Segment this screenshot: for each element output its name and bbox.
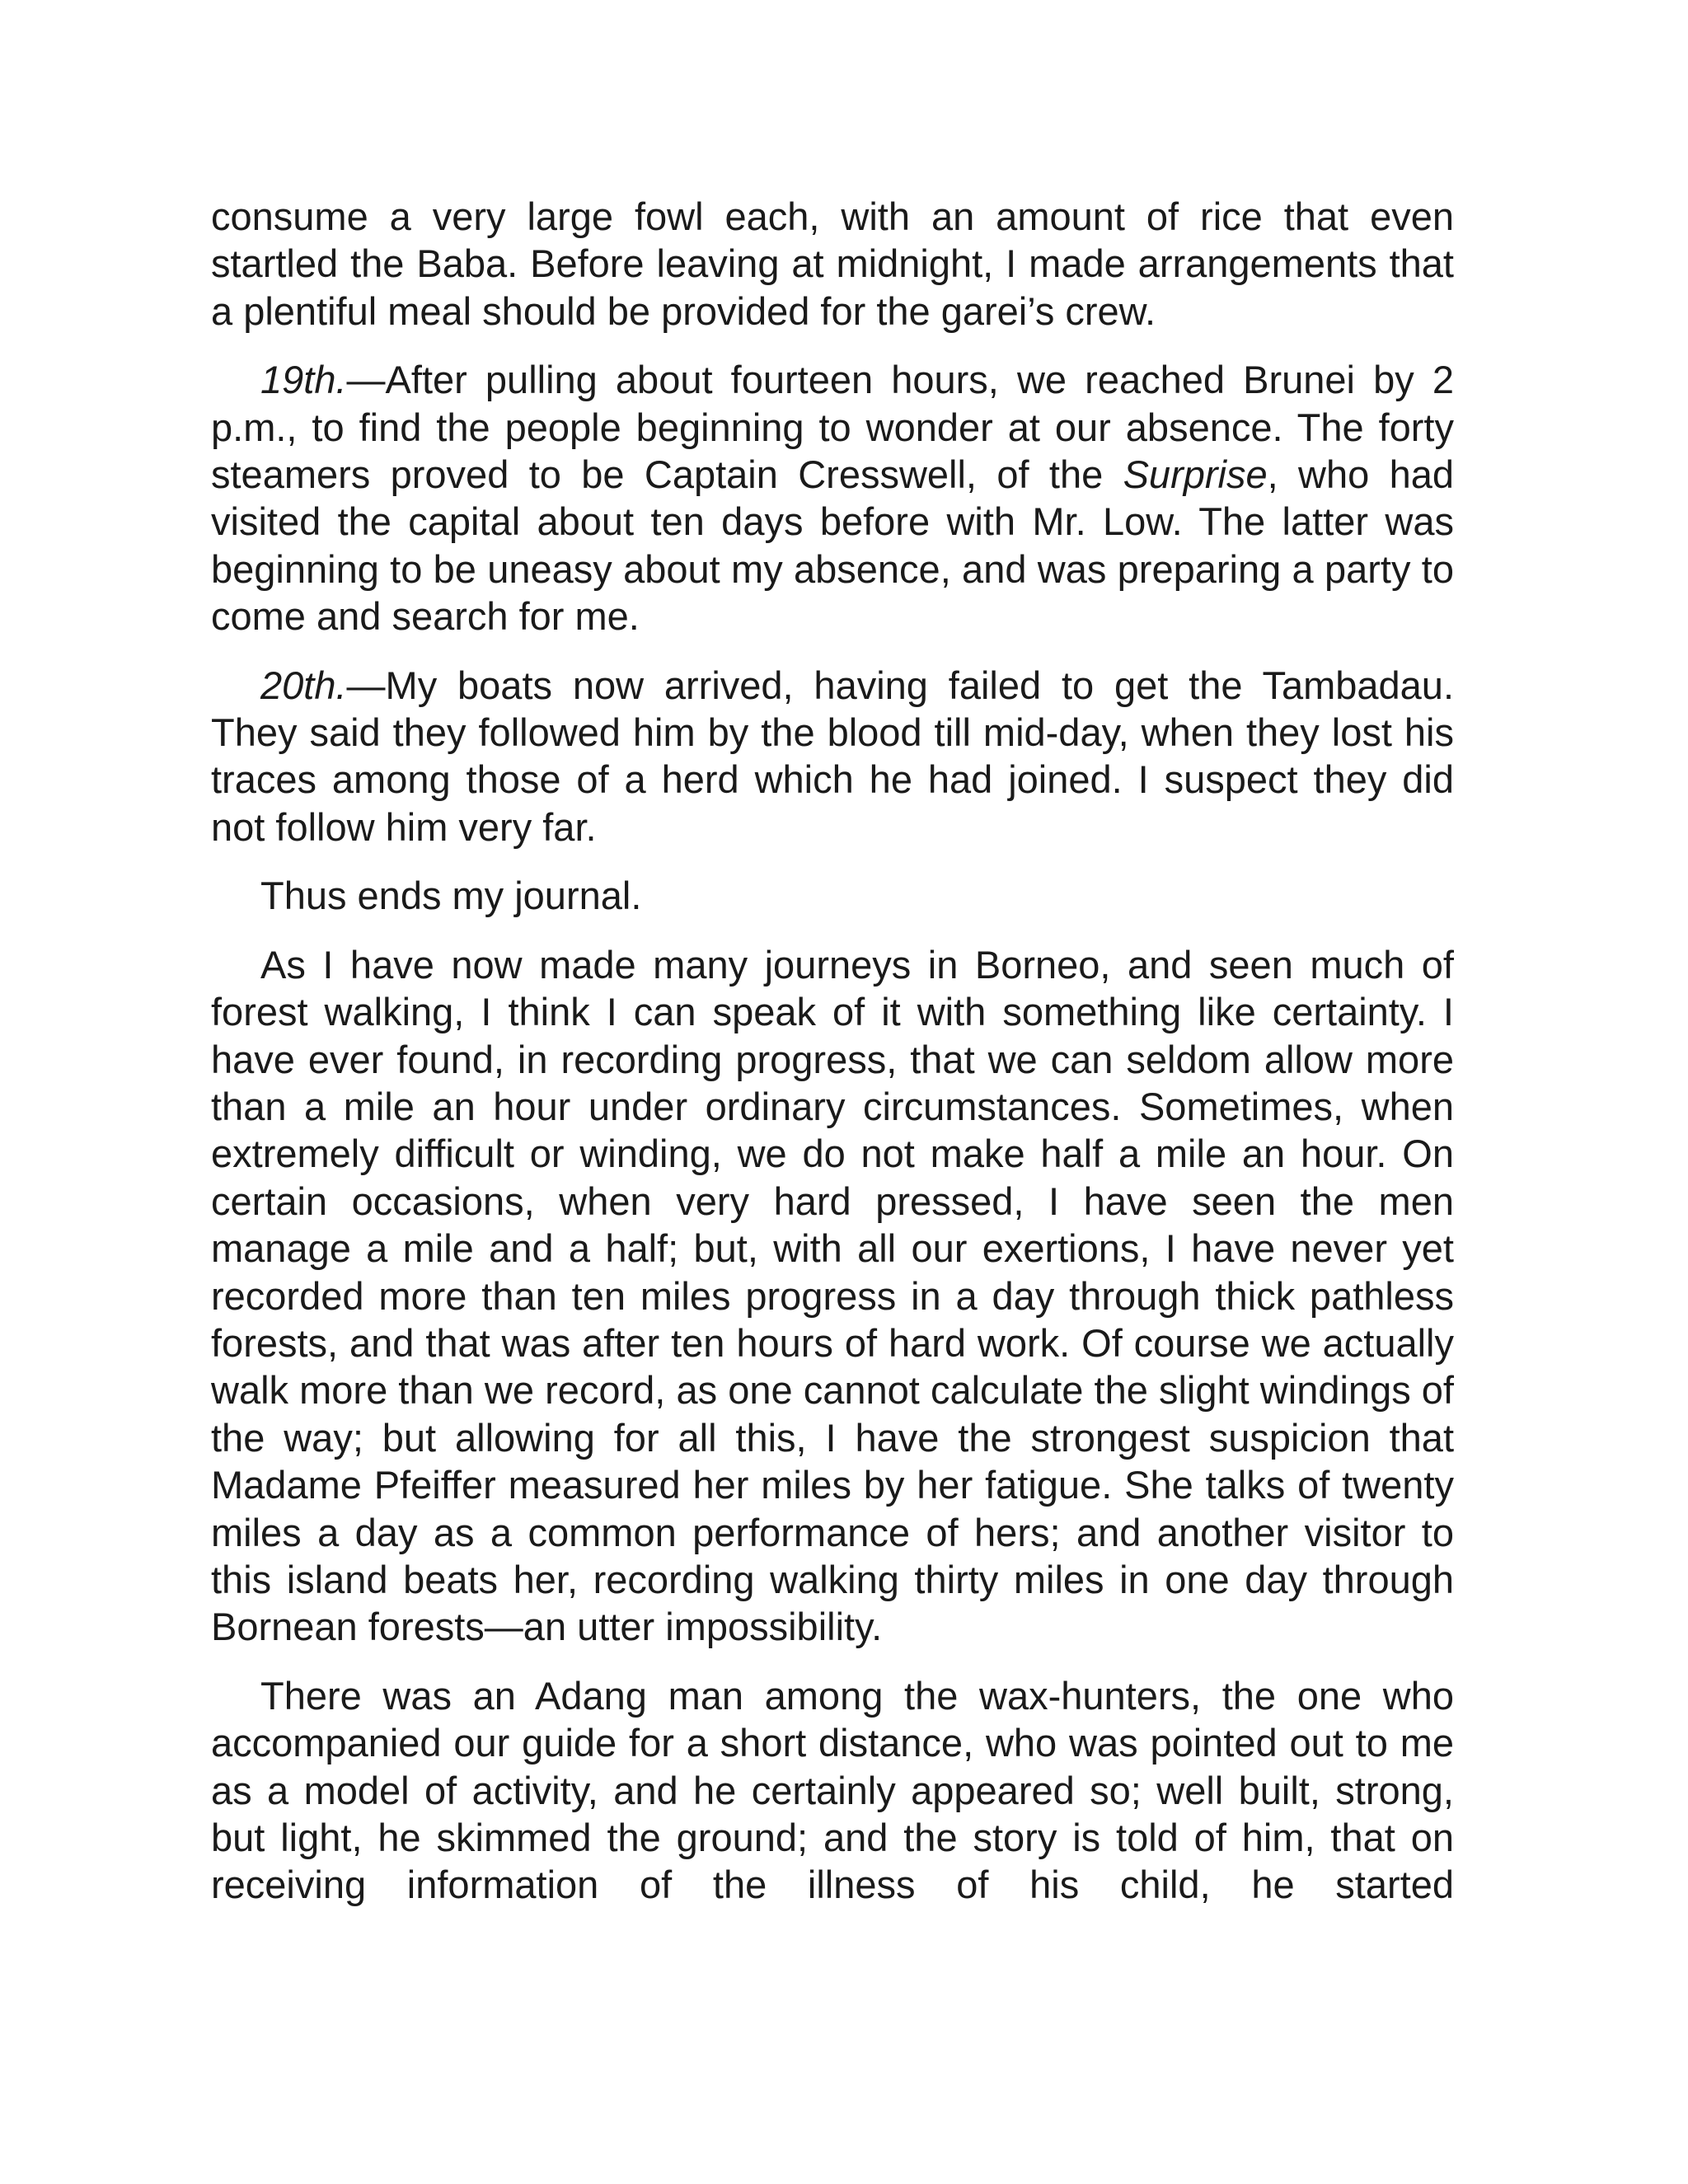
italic-text: Surprise <box>1123 452 1268 497</box>
text-run: , who had visited the capital about ten days before with Mr. Low. The latter was beginning to be uneasy about my absence, and was preparing a party to come and search for me. <box>211 452 1454 639</box>
text-run: Thus ends my journal. <box>260 874 642 918</box>
text-run: There was an Adang man among the wax-hunters, the one who accompanied our guide for a short distance, who was pointed out to me as a model of activity, and he certainly appeared so; well built, strong, but light, he skimmed the ground; and the story is told of him, that on receiving information of the illness of his child, he started <box>211 1673 1454 1907</box>
text-run: —After pulling about fourteen hours, we reached Brunei by 2 p.m., to find the people beginning to wonder at our absence. The forty steamers proved to be Captain Cresswell, of the <box>211 358 1454 497</box>
paragraph-6 <box>211 1672 1454 1909</box>
paragraph-5 <box>211 941 1454 1651</box>
paragraph-1 <box>211 193 1454 335</box>
text-run: —My boats now arrived, having failed to get the Tambadau. They said they followed him by the blood till mid-day, when they lost his traces among those of a herd which he had joined. I suspect they did not follow him very far. <box>211 663 1454 849</box>
paragraph-4 <box>211 872 1454 919</box>
italic-text: 19th. <box>260 358 347 402</box>
page-body <box>211 193 1454 1930</box>
text-run: consume a very large fowl each, with an amount of rice that even startled the Baba. Before leaving at midnight, I made arrangements that a plentiful meal should be provided for the garei’s crew. <box>211 194 1454 333</box>
italic-text: 20th. <box>260 663 347 707</box>
paragraph-2 <box>211 356 1454 640</box>
paragraph-3 <box>211 662 1454 851</box>
text-run: As I have now made many journeys in Borneo, and seen much of forest walking, I think I can speak of it with something like certainty. I have ever found, in recording progress, that we can seldom allow more than a mile an hour under ordinary circumstances. Sometimes, when extremely difficult or winding, we do not make half a mile an hour. On certain occasions, when very hard pressed, I have seen the men manage a mile and a half; but, with all our exertions, I have never yet recorded more than ten miles progress in a day through thick pathless forests, and that was after ten hours of hard work. Of course we actually walk more than we record, as one cannot calculate the slight windings of the way; but allowing for all this, I have the strongest suspicion that Madame Pfeiffer measured her miles by her fatigue. She talks of twenty miles a day as a common performance of hers; and another visitor to this island beats her, recording walking thirty miles in one day through Bornean forests—an utter impossibility. <box>211 942 1454 1649</box>
